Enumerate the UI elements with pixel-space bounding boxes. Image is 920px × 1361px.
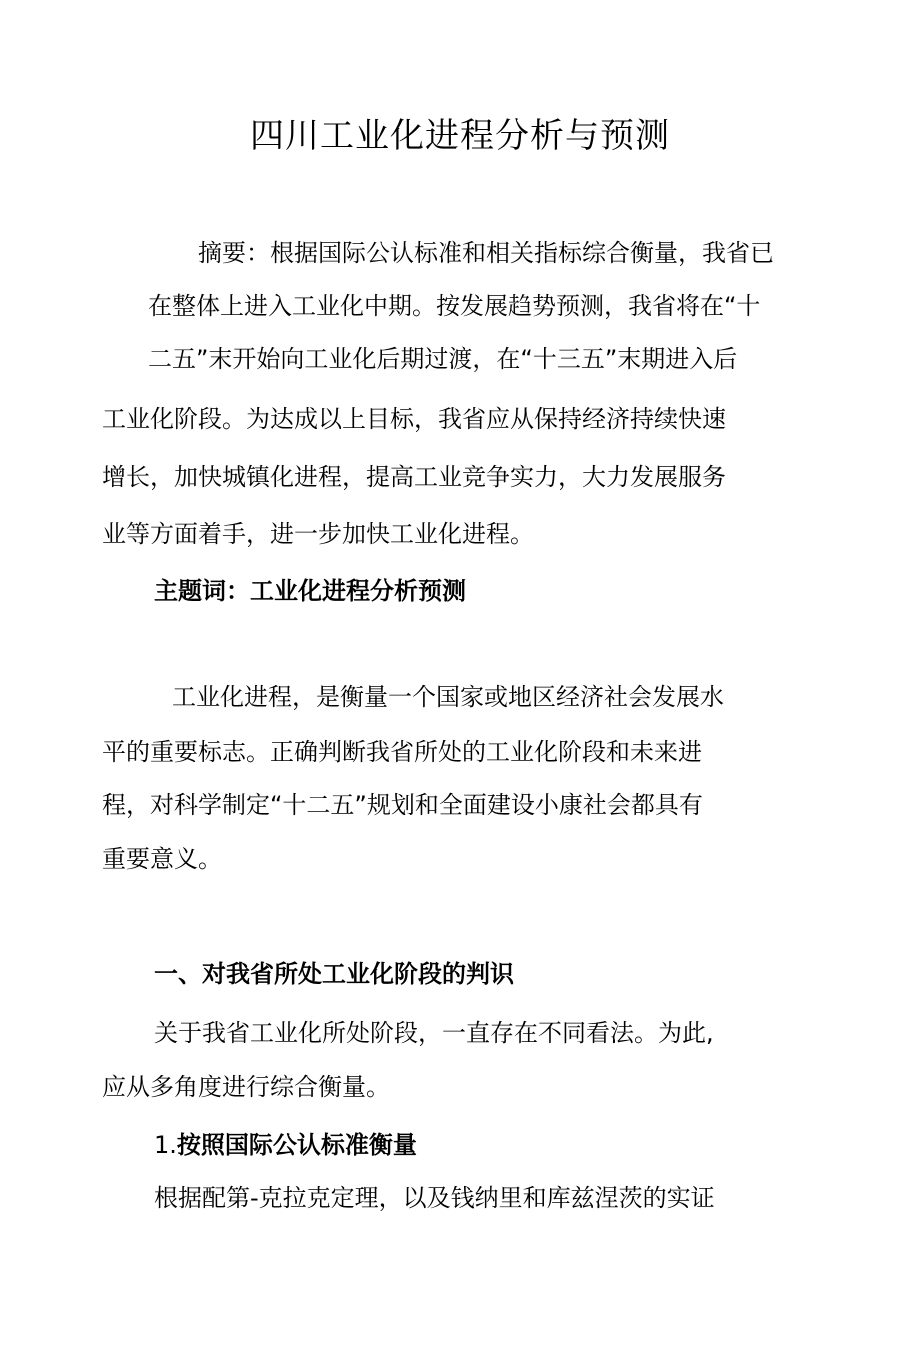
document-title: 四川工业化进程分析与预测 xyxy=(250,116,670,156)
section-line-2: 应从多角度进行综合衡量。 xyxy=(102,1073,390,1101)
section-line-1: 关于我省工业化所处阶段，一直存在不同看法。为此, xyxy=(154,1019,714,1047)
abstract-line-4: 工业化阶段。为达成以上目标，我省应从保持经济持续快速 xyxy=(102,405,726,433)
subsection-line-1: 根据配第-克拉克定理，以及钱纳里和库兹涅茨的实证 xyxy=(154,1184,715,1212)
abstract-line-1: 摘要：根据国际公认标准和相关指标综合衡量，我省已 xyxy=(198,239,774,267)
keywords: 主题词：工业化进程分析预测 xyxy=(154,577,466,605)
intro-line-4: 重要意义。 xyxy=(102,845,222,873)
abstract-line-6: 业等方面着手，进一步加快工业化进程。 xyxy=(102,520,534,548)
intro-line-2: 平的重要标志。正确判断我省所处的工业化阶段和未来进 xyxy=(102,738,702,766)
intro-line-3: 程，对科学制定“十二五”规划和全面建设小康社会都具有 xyxy=(102,791,703,819)
subsection-heading xyxy=(154,1128,417,1162)
abstract-line-2: 在整体上进入工业化中期。按发展趋势预测，我省将在“十 xyxy=(148,292,761,320)
subsection-title: 按照国际公认标准衡量 xyxy=(176,1131,417,1159)
subsection-number: 1. xyxy=(154,1131,177,1159)
abstract-line-5: 增长，加快城镇化进程，提高工业竞争实力，大力发展服务 xyxy=(102,463,726,491)
abstract-line-3: 二五”末开始向工业化后期过渡，在“十三五”末期进入后 xyxy=(148,345,738,373)
section-heading: 一、对我省所处工业化阶段的判识 xyxy=(154,960,514,988)
intro-line-1: 工业化进程，是衡量一个国家或地区经济社会发展水 xyxy=(172,683,724,711)
